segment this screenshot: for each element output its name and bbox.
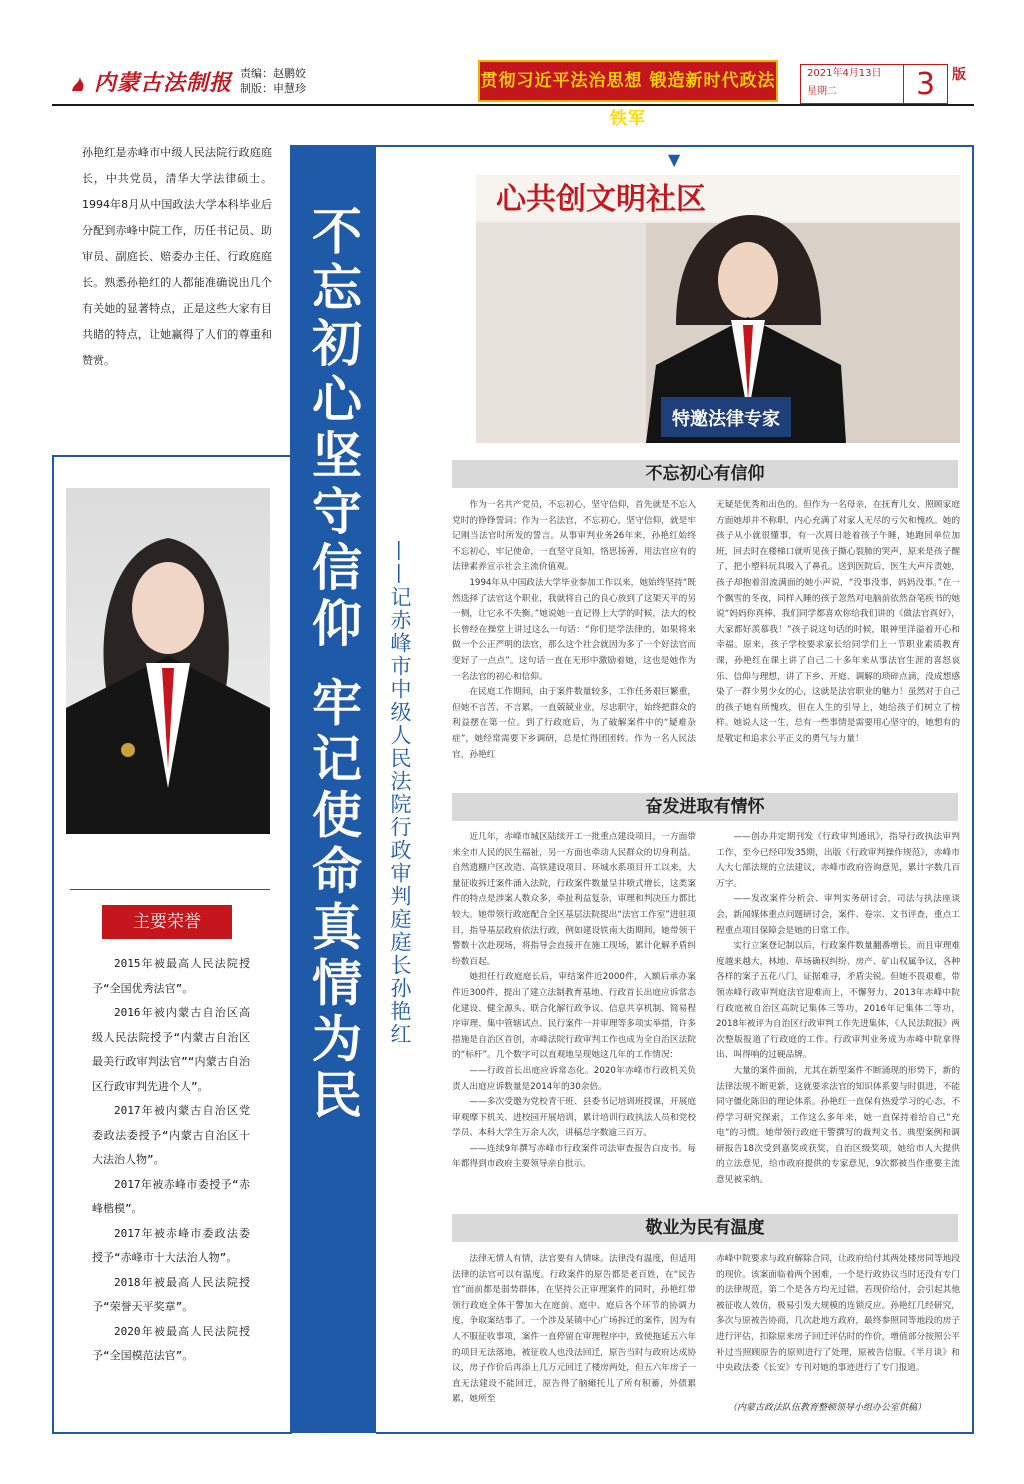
paragraph: 她担任行政庭庭长后，审结案件近2000件，入额后承办案件近300件，提出了建立法制教育基地、行政首长出庭应诉常态化建设、健全源头、联合化解行政争议、信息共享机制、简易程序审理、集中管辖试点、民行案件一并审理等多项实举措，许多措施是自治区首创，赤峰法院行政审判工作也成为全自治区法院的“标杆”。几个数字可以直观地呈现她这几年的工作情况： — [452, 972, 696, 1061]
honors-heading: 主要荣誉 — [102, 905, 232, 939]
paragraph: 近几年，赤峰市城区陆续开工一批重点建设项目，一方面带来全市人民的民生福祉，另一方面也牵动人民群众的切身利益。自然遗棚户区改造、高铁建设项目、环城水系项目开工以来，大量征收拆迁案件涌入法院，行政案件数量呈井喷式增长，这类案件的特点是涉案人数众多，牵扯利益复杂，审理和判决压力都比较大。她带领行政庭配合全区基层法院提出“法官工作室”进驻项目，指导基层政府依法行政，例如建设铁南大街期间，她带领干警数十次赴现场，将指导会直接开在施工现场，累计化解矛盾纠纷数百起。 — [452, 832, 696, 967]
section-1-col-right — [716, 498, 960, 788]
masthead-title: 内蒙古法制报 — [94, 70, 233, 96]
honor-item: 2018年被最高人民法院授予“荣誉天平奖章”。 — [92, 1275, 250, 1313]
editors — [240, 66, 306, 96]
paragraph: 作为一名共产党员，不忘初心，坚守信仰，首先就是不忘入党时的铮铮誓词；作为一名法官，不忘初心，坚守信仰，就是牢记刚当法官时所发的誓言。从事审判业务26年来，孙艳红始终不忘初心，牢记使命，一直坚守良知，恪思扬善，用法官应有的法律素养宣示社会主流价值观。 — [452, 500, 696, 573]
section-2-col-left — [452, 830, 696, 1212]
issue-weekday: 星期二 — [807, 86, 837, 97]
honors-list — [92, 952, 250, 1369]
photo-wall-slogan: 心共创文明社区 — [496, 182, 706, 217]
paragraph: ——连续9年撰写赤峰市行政案件司法审查报告白皮书。每年都得到市政府主要领导亲自批示。 — [452, 1143, 696, 1170]
headline: 不忘初心坚守信仰 牢记使命真情为民 — [304, 205, 362, 1125]
arrow-down-icon: ▼ — [668, 150, 681, 169]
paragraph: 无疑是优秀和出色的。但作为一名母亲，在抚育儿女、照顾家庭方面她却并不称职，内心充满了对家人无尽的亏欠和愧疚。她的孩子从小就很懂事，有一次周日趁着孩子午睡，她跑回单位加班，回去时在楼梯口就听见孩子撕心裂肺的哭声，原来是孩子醒了，把小塑料玩具吸入了鼻孔。送到医院后，医生大声斥责她，孩子却抱着泪流满面的她小声说，“没事没事，妈妈没事。”在一个飘雪的冬夜，同样入睡的孩子忽然对电脑前依然奋笔疾书的她说“妈妈你真棒，我们同学都喜欢你给我们讲的《做法官真好》，大家都好羡慕我！”孩子说这句话的时候，眼神里洋溢着开心和幸福。原来，孩子学校要求家长给同学们上一节职业素质教育课，孙艳红在课上讲了自己二十多年来从事法官生涯的喜怒哀乐、信仰与理想，讲了下乡、开庭、调解的琐碎点滴，没成想感染了一群少男少女的心，这就是法官职业的魅力！虽然对于自己的孩子她有所愧疚，但在人生的引导上，她给孩子们树立了榜样。她说人这一生，总有一些事情是需要用心坚守的，她想有的是敬定和追求公平正义的勇气与力量！ — [716, 500, 960, 744]
paragraph: ——行政首长出庭应诉常态化。2020年赤峰市行政机关负责人出庭应诉数量是2014年的30余倍。 — [452, 1065, 696, 1092]
paragraph: 大量的案件面前，尤其在新型案件不断涌现的形势下，新的法律法规不断更新，这就要求法官的知识体系要与时俱进，不能同守僵化陈旧的理论体系。孙艳红一直保有热爱学习的心态，不停学习研究探索，工作这么多年来，她一直保持着给自己“充电”的习惯。她带领行政庭干警撰写的裁判文书、典型案例和调研报告18次受到嘉奖或获奖，自治区级奖项，她给市人大提供的立法意见，给市政府提供的专家意见，9次都被当作重要主流意见被采纳。 — [716, 1065, 960, 1186]
intro-text: 孙艳红是赤峰市中级人民法院行政庭庭长，中共党员，清华大学法律硕士。1994年8月从中国政法大学本科毕业后分配到赤峰中院工作，历任书记员、助审员、副庭长、赔委办主任、行政庭庭长。熟悉孙艳红的人都能准确说出几个有关她的显著特点，正是这些大家有目共睹的特点，让她赢得了人们的尊重和赞赏。 — [82, 146, 272, 367]
paragraph: 赤峰中院要求与政府解除合同，让政府给付其两处楼房同等地段的现价。该案面临着两个困难，一个是行政协议当时还没有专门的法律规范，第二个是各方均无过错，若现价给付，会引起其他被征收人效仿，极易引发大规模的连锁反应。孙艳红几经研究，多次与原被告协商，几次赴地方政府，最终参照同等地段的房子进行评估，扣除原来房子回迁评估时的作价，增值部分按照公平补过当照顾原告的原则进行了处理，原被告信服。《半月谈》和中央政法委《长安》专刊对她的事迹进行了专门报道。 — [716, 1254, 960, 1374]
photo-sign: 特邀法律专家 — [672, 409, 780, 430]
edition-label: 版 — [952, 67, 966, 83]
section-2-col-right — [716, 830, 960, 1212]
honor-item: 2017年被内蒙古自治区党委政法委授予“内蒙古自治区十大法治人物”。 — [92, 1104, 250, 1166]
paragraph: 实行立案登记制以后，行政案件数量翻番增长，而且审理难度越来越大，林地、草场确权纠纷、房产、矿山权属争议，各种各样的案子五花八门，证据难寻，矛盾尖锐。但她不畏艰难，带领赤峰行政审判庭法官迎难而上，不懈努力，2013年赤峰中院行政庭被自治区高院记集体三等功，2016年记集体二等功，2018年被评为自治区行政审判工作先进集体，《人民法院报》两次整版报道了行政庭的工作。行政审判业务成为赤峰中院拿得出、叫得响的过硬品牌。 — [716, 941, 960, 1061]
paragraph: 在民庭工作期间，由于案件数量较多，工作任务艰巨繁重，但她不言苦、不言累，一直兢兢业业，尽忠职守，始终把群众的利益摆在第一位。到了行政庭后，为了破解案件中的“疑难杂症”，她经常需要下乡调研，总是忙得团团转。作为一名人民法官，孙艳红 — [452, 687, 696, 760]
issue-date: 2021年4月13日 — [807, 68, 882, 79]
paragraph: ——多次受邀为党校青干班、县委书记培训班授课，开展庭审观摩下机关、进校园开展培训，累计培训行政执法人员和党校学员、本科大学生万余人次，讲稿总字数逾三百万。 — [452, 1097, 696, 1139]
masthead-logo — [70, 66, 232, 97]
section-3-col-left — [452, 1252, 696, 1424]
subheadline: ——记赤峰市中级人民法院行政审判庭庭长孙艳红 — [388, 540, 412, 1046]
office-photo — [476, 175, 960, 443]
header-rule — [52, 104, 974, 106]
paragraph: 1994年从中国政法大学毕业参加工作以来，她始终坚持“既然选择了法官这个职业，我就将自己的良心放到了这架天平的另一侧，让它永不失衡。”她说她一直记得上大学的时候，法大的校长曾经在操堂上讲过这么一句话：“你们是学法律的，如果将来做一个公正严明的法官，那么这个社会就因为多了一个好法官而变好了一点点”。这句话一直在无形中激励着她，这也是她作为一名法官的初心和信仰。 — [452, 577, 696, 682]
paragraph: ——创办并定期刊发《行政审判通讯》，指导行政执法审判工作，至今已经印发35期，出版《行政审判操作规范》，赤峰市人大七部法规的立法建议，赤峰市政府咨询意见，累计字数几百万字。 — [716, 832, 960, 889]
section-heading-3: 敬业为民有温度 — [452, 1214, 958, 1242]
paragraph: 法律无情人有情，法官要有人情味。法律没有温度，但适用法律的法官可以有温度。行政案件的原告都是老百姓，在“民告官”面前都是弱势群体，在坚持公正审理案件的同时，孙艳红带领行政庭全体干警加大在庭前、庭中、庭后各个环节的协调力度，争取案结事了。一个涉及某镇中心广场拆迁的案件，因为有人不服征收事项，案件一直停留在审理程序中，致使拖延五六年的项目无法落地，被征收人也没法回迁，原告当时与政府达成协议，房子作价后再添上几万元回迁了楼房两处，但五六年房子一直无法建设不能回迁，原告得了脑瘫托儿了所有积蓄，外债累累，她所至 — [452, 1254, 696, 1405]
portrait-photo — [66, 488, 270, 834]
paragraph: ——发改案件分析会、审判实务研讨会，司法与执法座谈会，新闻媒体重点问题研讨会，案件、卷宗、文书评查，重点工程重点项目保障会是她的日常工作。 — [716, 894, 960, 936]
issue-date-box — [800, 64, 904, 104]
producer-line: 制版：申慧珍 — [240, 82, 306, 95]
page-number: 3 — [904, 64, 948, 104]
honor-item: 2017年被赤峰市委授予“赤峰楷模”。 — [92, 1177, 250, 1215]
section-1-col-left — [452, 498, 696, 788]
honor-item: 2020年被最高人民法院授予“全国模范法官”。 — [92, 1324, 250, 1362]
slogan-banner: 贯彻习近平法治思想 锻造新时代政法铁军 — [478, 60, 778, 102]
section-3-col-right — [716, 1252, 960, 1396]
honors-rule — [70, 889, 270, 890]
source-credit: （内蒙古政法队伍教育整顿领导小组办公室供稿） — [728, 1403, 927, 1413]
honor-item: 2017年被赤峰市委政法委授予“赤峰市十大法治人物”。 — [92, 1226, 250, 1264]
flame-logo-icon — [70, 73, 90, 91]
honor-item: 2016年被内蒙古自治区高级人民法院授予“内蒙古自治区最美行政审判法官”“内蒙古自治区行政审判先进个人”。 — [92, 1006, 250, 1093]
section-heading-2: 奋发进取有情怀 — [452, 793, 958, 821]
section-heading-1: 不忘初心有信仰 — [452, 460, 958, 488]
editor-line: 责编：赵鹏姣 — [240, 67, 306, 80]
honor-item: 2015年被最高人民法院授予“全国优秀法官”。 — [92, 957, 250, 995]
